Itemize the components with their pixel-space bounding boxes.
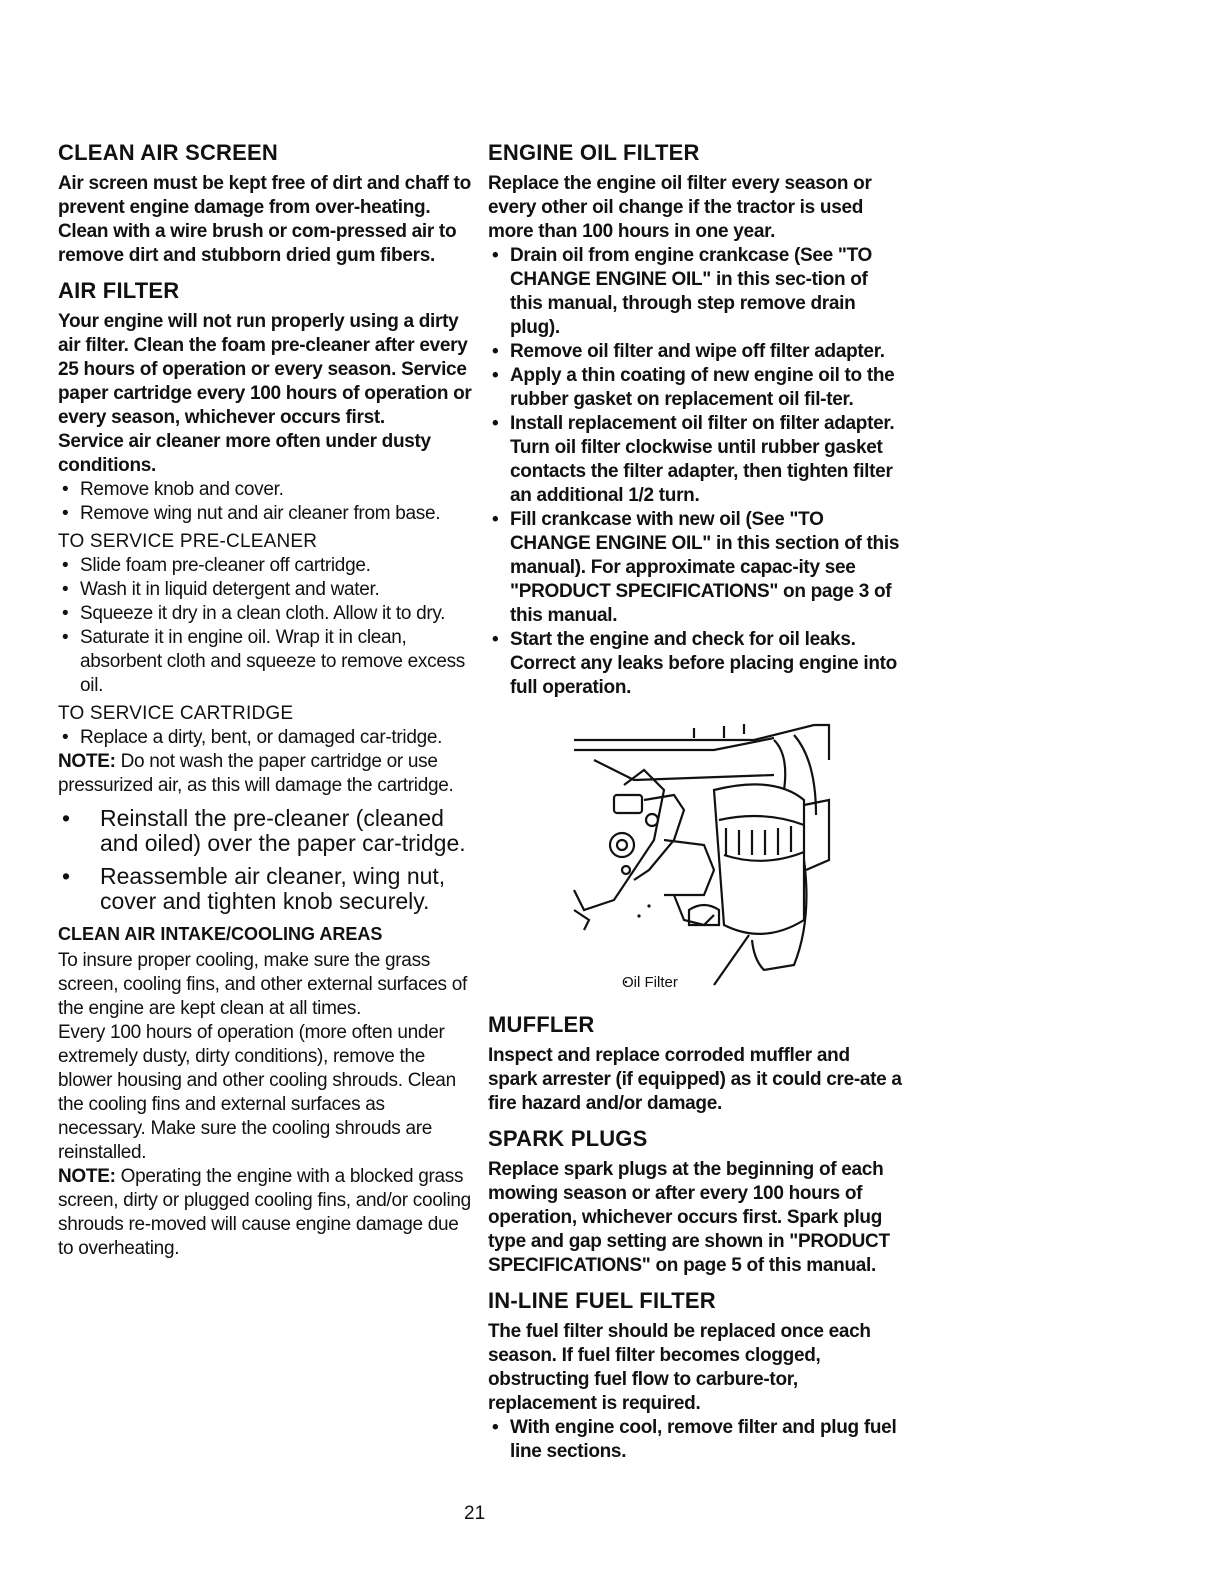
- air-filter-heading: AIR FILTER: [58, 278, 180, 303]
- clean-intake-heading: CLEAN AIR INTAKE/COOLING AREAS: [58, 924, 383, 944]
- cartridge-steps: [58, 726, 473, 750]
- muffler-heading: MUFFLER: [488, 1012, 595, 1037]
- fuel-filter-text: The fuel filter should be replaced once each season. If fuel filter becomes clogged, obstructing fuel flow to carbure-tor, replacement is required.: [488, 1321, 871, 1414]
- page-number: 21: [464, 1503, 486, 1524]
- fuel-filter-steps: [488, 1416, 903, 1464]
- engine-oil-filter-heading: ENGINE OIL FILTER: [488, 140, 700, 165]
- cartridge-note: [58, 750, 473, 798]
- muffler-text: Inspect and replace corroded muffler and spark arrester (if equipped) as it could cre-ate a fire hazard and/or damage.: [488, 1045, 902, 1114]
- oil-filter-label: Oil Filter: [622, 974, 678, 991]
- cartridge-subheading: TO SERVICE CARTRIDGE: [58, 703, 294, 724]
- fuel-filter-section: [488, 1288, 903, 1464]
- list-item: • Saturate it in engine oil. Wrap it in clean, absorbent cloth and squeeze to remove excess oil.: [58, 626, 473, 698]
- pre-cleaner-steps: [58, 554, 473, 698]
- list-item: • Replace a dirty, bent, or damaged car-tridge.: [58, 726, 473, 750]
- clean-intake-hours-text: Every 100 hours of operation (more often under extremely dusty, dirty conditions), remove the blower housing and other cooling shrouds. Clean the cooling fins and external surfaces as necessary. Make sure the cooling shrouds are reinstalled.: [58, 1022, 456, 1163]
- list-item: • Wash it in liquid detergent and water.: [58, 578, 473, 602]
- clean-intake-section: [58, 924, 473, 1261]
- left-column: [58, 140, 473, 1271]
- note-text: Operating the engine with a blocked grass screen, dirty or plugged cooling fins, and/or cooling shrouds re-moved will cause engine damage due to overheating.: [58, 1166, 471, 1259]
- list-item: • Slide foam pre-cleaner off cartridge.: [58, 554, 473, 578]
- list-item: • Reassemble air cleaner, wing nut, cover and tighten knob securely.: [58, 864, 473, 914]
- note-text: Do not wash the paper cartridge or use pressurized air, as this will damage the cartridge.: [58, 751, 454, 796]
- air-filter-section: [58, 278, 473, 914]
- engine-oil-filter-steps: [488, 244, 903, 700]
- engine-oil-filter-text: Replace the engine oil filter every season or every other oil change if the tractor is used more than 100 hours in one year.: [488, 173, 872, 242]
- pre-cleaner-subheading: TO SERVICE PRE-CLEANER: [58, 531, 318, 552]
- clean-intake-text: To insure proper cooling, make sure the grass screen, cooling fins, and other external surfaces of the engine are kept clean at all times.: [58, 950, 467, 1019]
- right-column: [488, 140, 903, 1474]
- note-label: NOTE:: [58, 751, 116, 772]
- list-item: • Start the engine and check for oil leaks. Correct any leaks before placing engine into full operation.: [488, 628, 903, 700]
- list-item: • Remove wing nut and air cleaner from base.: [58, 502, 473, 526]
- reassembly-steps: [58, 806, 473, 914]
- note-label: NOTE:: [58, 1166, 116, 1187]
- oil-filter-illustration: [554, 720, 854, 1000]
- list-item: • Fill crankcase with new oil (See "TO CHANGE ENGINE OIL" in this section of this manual). For approximate capac-ity see "PRODUCT SPECIFICATIONS" on page 3 of this manual.: [488, 508, 903, 628]
- list-item: • Drain oil from engine crankcase (See "TO CHANGE ENGINE OIL" in this sec-tion of this manual, through step remove drain plug).: [488, 244, 903, 340]
- clean-intake-note: [58, 1165, 473, 1261]
- list-item: • Apply a thin coating of new engine oil to the rubber gasket on replacement oil fil-ter.: [488, 364, 903, 412]
- fuel-filter-heading: IN-LINE FUEL FILTER: [488, 1288, 716, 1313]
- clean-air-screen-section: [58, 140, 473, 268]
- spark-plugs-section: [488, 1126, 903, 1278]
- list-item: • Reinstall the pre-cleaner (cleaned and oiled) over the paper car-tridge.: [58, 806, 473, 856]
- list-item: • Install replacement oil filter on filter adapter. Turn oil filter clockwise until rubber gasket contacts the filter adapter, then tighten filter an additional 1/2 turn.: [488, 412, 903, 508]
- muffler-section: [488, 1012, 903, 1116]
- air-filter-text: Your engine will not run properly using a dirty air filter. Clean the foam pre-cleaner after every 25 hours of operation or every season. Service paper cartridge every 100 hours of operation or every season, whichever occurs first.: [58, 311, 472, 428]
- air-filter-dusty-text: Service air cleaner more often under dusty conditions.: [58, 431, 431, 476]
- list-item: • Remove oil filter and wipe off filter adapter.: [488, 340, 903, 364]
- engine-oil-filter-section: [488, 140, 903, 1000]
- spark-plugs-text: Replace spark plugs at the beginning of each mowing season or after every 100 hours of operation, whichever occurs first. Spark plug type and gap setting are shown in "PRODUCT SPECIFICATIONS" on page 5 of this manual.: [488, 1159, 890, 1276]
- list-item: • Squeeze it dry in a clean cloth. Allow it to dry.: [58, 602, 473, 626]
- list-item: • With engine cool, remove filter and plug fuel line sections.: [488, 1416, 903, 1464]
- oil-filter-figure: [554, 720, 854, 1000]
- air-filter-steps: [58, 478, 473, 526]
- list-item: • Remove knob and cover.: [58, 478, 473, 502]
- clean-air-screen-heading: CLEAN AIR SCREEN: [58, 140, 278, 165]
- clean-air-screen-text: Air screen must be kept free of dirt and chaff to prevent engine damage from over-heating. Clean with a wire brush or com-pressed air to remove dirt and stubborn dried gum fibers.: [58, 173, 471, 266]
- spark-plugs-heading: SPARK PLUGS: [488, 1126, 648, 1151]
